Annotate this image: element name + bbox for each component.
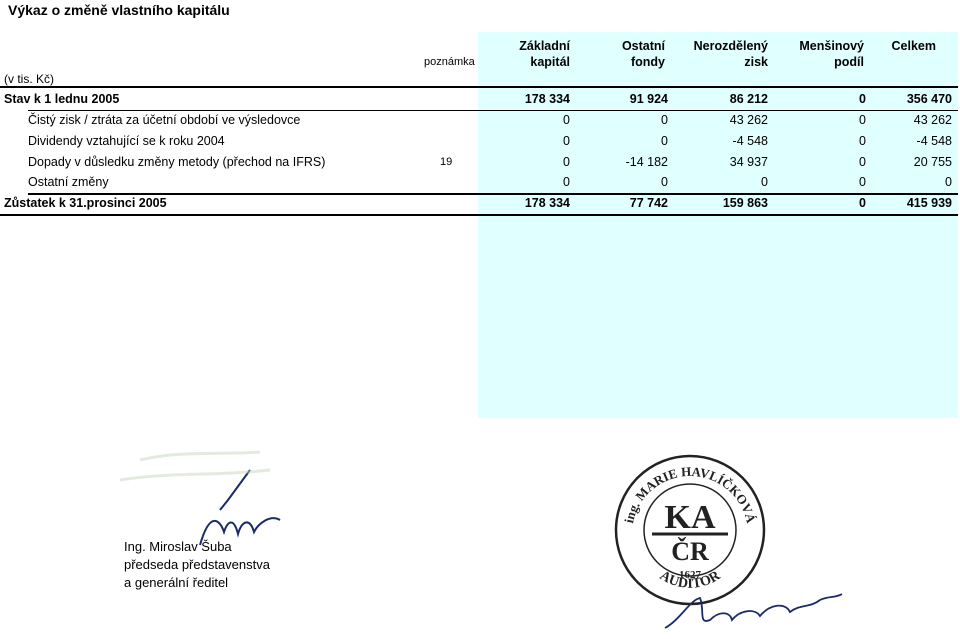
bottom-rule — [0, 214, 958, 216]
cell-zakladni: 0 — [563, 113, 570, 127]
signature-mark — [120, 440, 320, 550]
cell-ostatni: -14 182 — [625, 155, 668, 169]
signatory-name: Ing. Miroslav Šuba — [124, 539, 232, 554]
auditor-stamp — [610, 450, 770, 610]
cell-celkem: 43 262 — [913, 113, 952, 127]
cell-ostatni: 0 — [661, 175, 668, 189]
col-header-mensinovy: Menšinový podíl — [799, 39, 864, 69]
stamp-bottom-text: AUDITOR — [656, 568, 724, 592]
cell-ostatni: 77 742 — [629, 196, 668, 210]
table-row — [0, 194, 960, 214]
row-label: Stav k 1 lednu 2005 — [4, 92, 120, 106]
cell-zakladni: 0 — [563, 175, 570, 189]
row-label: Dividendy vztahující se k roku 2004 — [28, 134, 225, 148]
col-header-zakladni: Základní kapitál — [519, 39, 570, 69]
header-rule — [0, 86, 958, 88]
cell-ostatni: 0 — [661, 134, 668, 148]
table-row — [0, 173, 960, 193]
cell-zakladni: 0 — [563, 134, 570, 148]
row-label: Dopady v důsledku změny metody (přechod na IFRS) — [28, 155, 326, 169]
cell-nerozdeleny: 43 262 — [729, 113, 768, 127]
table-row — [0, 153, 960, 173]
row-label: Čistý zisk / ztráta za účetní období ve výsledovce — [28, 113, 301, 127]
table-row — [0, 90, 960, 110]
cell-celkem: 415 939 — [906, 196, 952, 210]
row-label: Zůstatek k 31.prosinci 2005 — [4, 196, 167, 210]
cell-nerozdeleny: -4 548 — [732, 134, 768, 148]
cell-mensinovy: 0 — [859, 113, 866, 127]
cell-mensinovy: 0 — [859, 175, 866, 189]
cell-mensinovy: 0 — [859, 196, 866, 210]
cell-celkem: 20 755 — [913, 155, 952, 169]
cell-nerozdeleny: 86 212 — [729, 92, 768, 106]
cell-mensinovy: 0 — [859, 92, 866, 106]
col-header-ostatni: Ostatní fondy — [621, 39, 665, 69]
cell-ostatni: 91 924 — [629, 92, 668, 106]
unit-label: (v tis. Kč) — [4, 72, 54, 86]
signatory-role: předseda představenstva — [124, 557, 270, 572]
row-label: Ostatní změny — [28, 175, 109, 189]
stamp-top-text: ing. MARIE HAVLÍČKOVÁ — [621, 463, 759, 525]
cell-celkem: 356 470 — [906, 92, 952, 106]
cell-mensinovy: 0 — [859, 134, 866, 148]
table-row — [0, 111, 960, 131]
cell-zakladni: 178 334 — [524, 196, 570, 210]
cell-celkem: 0 — [945, 175, 952, 189]
stamp-number: 1627 — [679, 569, 701, 581]
auditor-signature — [660, 590, 850, 635]
cell-zakladni: 178 334 — [524, 92, 570, 106]
cell-celkem: -4 548 — [916, 134, 952, 148]
stamp-center-bottom: ČR — [671, 537, 709, 566]
note-header: poznámka — [424, 56, 475, 68]
cell-zakladni: 0 — [563, 155, 570, 169]
cell-mensinovy: 0 — [859, 155, 866, 169]
stamp-center-top: KA — [664, 499, 716, 536]
col-header-nerozdeleny: Nerozdělený zisk — [693, 39, 768, 69]
signatory-role-2: a generální ředitel — [124, 575, 229, 590]
cell-nerozdeleny: 0 — [761, 175, 768, 189]
page-title: Výkaz o změně vlastního kapitálu — [8, 2, 230, 18]
col-header-celkem: Celkem — [891, 39, 936, 53]
table-row — [0, 132, 960, 152]
cell-ostatni: 0 — [661, 113, 668, 127]
row-note: 19 — [440, 156, 453, 168]
cell-nerozdeleny: 159 863 — [722, 196, 768, 210]
cell-nerozdeleny: 34 937 — [729, 155, 768, 169]
